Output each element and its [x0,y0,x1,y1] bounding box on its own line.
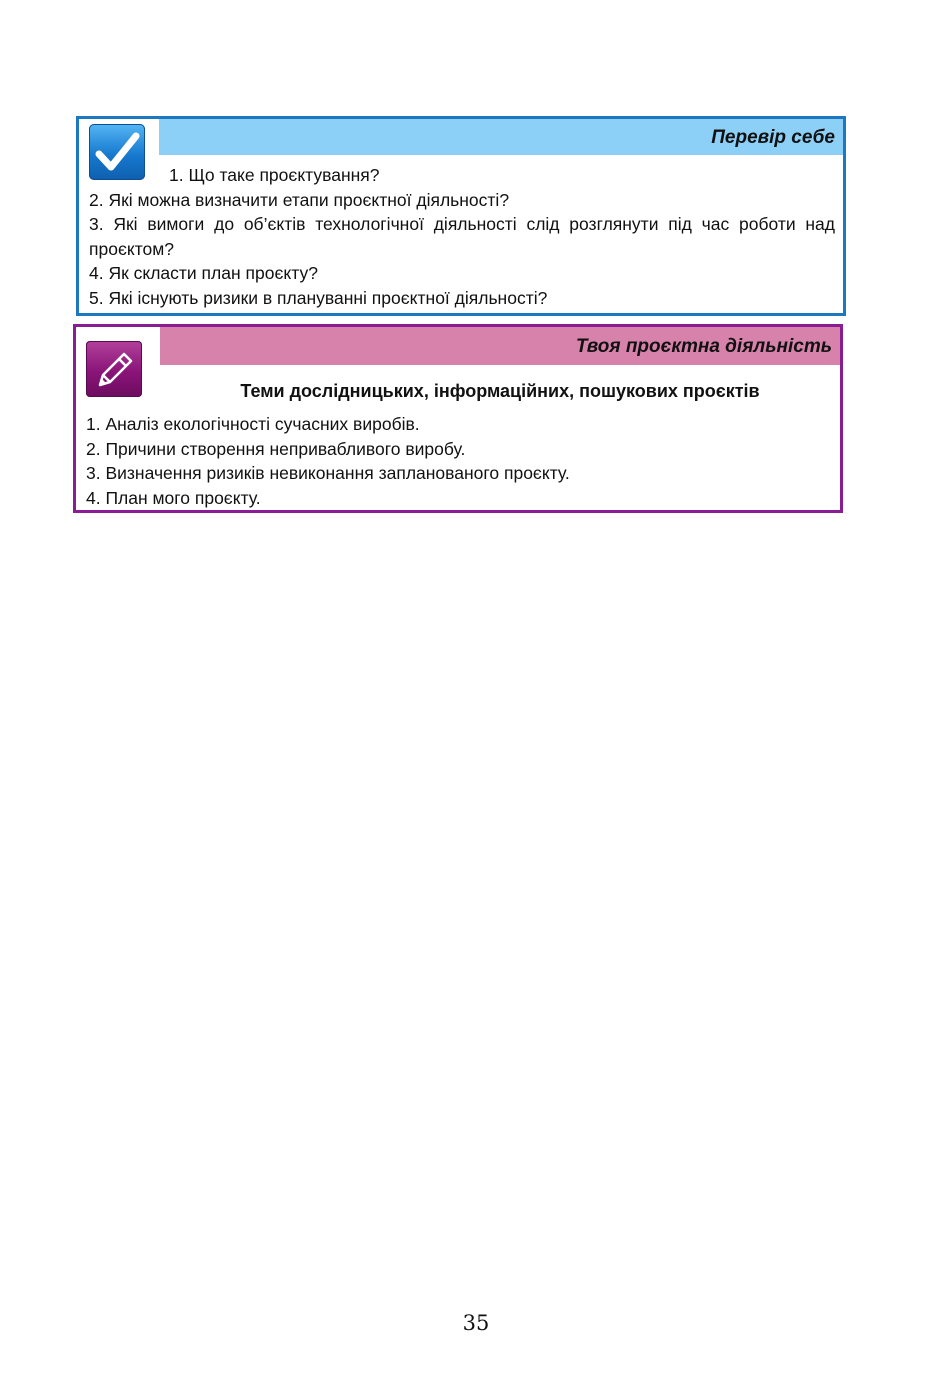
question-item: 5. Які існують ризики в плануванні проєктної діяльності? [89,287,548,308]
self-check-header [159,119,843,155]
topic-item: 1. Аналіз екологічності сучасних виробів. [86,414,420,434]
topic-item: 4. План мого проєкту. [86,487,261,508]
topic-item: 3. Визначення ризиків невиконання запланованого проєкту. [86,463,570,483]
question-item: 2. Які можна визначити етапи проєктної діяльності? [89,189,510,210]
self-check-questions [89,163,835,310]
topic-item: 2. Причини створення непривабливого виробу. [86,438,466,459]
self-check-title: Перевір себе [711,127,835,148]
project-activity-title: Твоя проєктна діяльність [575,336,832,357]
pencil-icon [86,341,142,397]
project-activity-header [160,327,840,365]
self-check-box [76,116,846,316]
page-number: 35 [462,1311,490,1335]
project-activity-box [73,324,843,513]
question-item: 1. Що таке проєктування? [169,165,380,185]
project-topics-list [86,412,832,510]
question-item: 3. Які вимоги до об’єктів технологічної діяльності слід розглянути під час роботи над проєктом? [89,214,835,259]
project-topics-heading: Теми дослідницьких, інформаційних, пошукових проєктів [240,381,760,401]
question-item: 4. Як скласти план проєкту? [89,263,318,283]
